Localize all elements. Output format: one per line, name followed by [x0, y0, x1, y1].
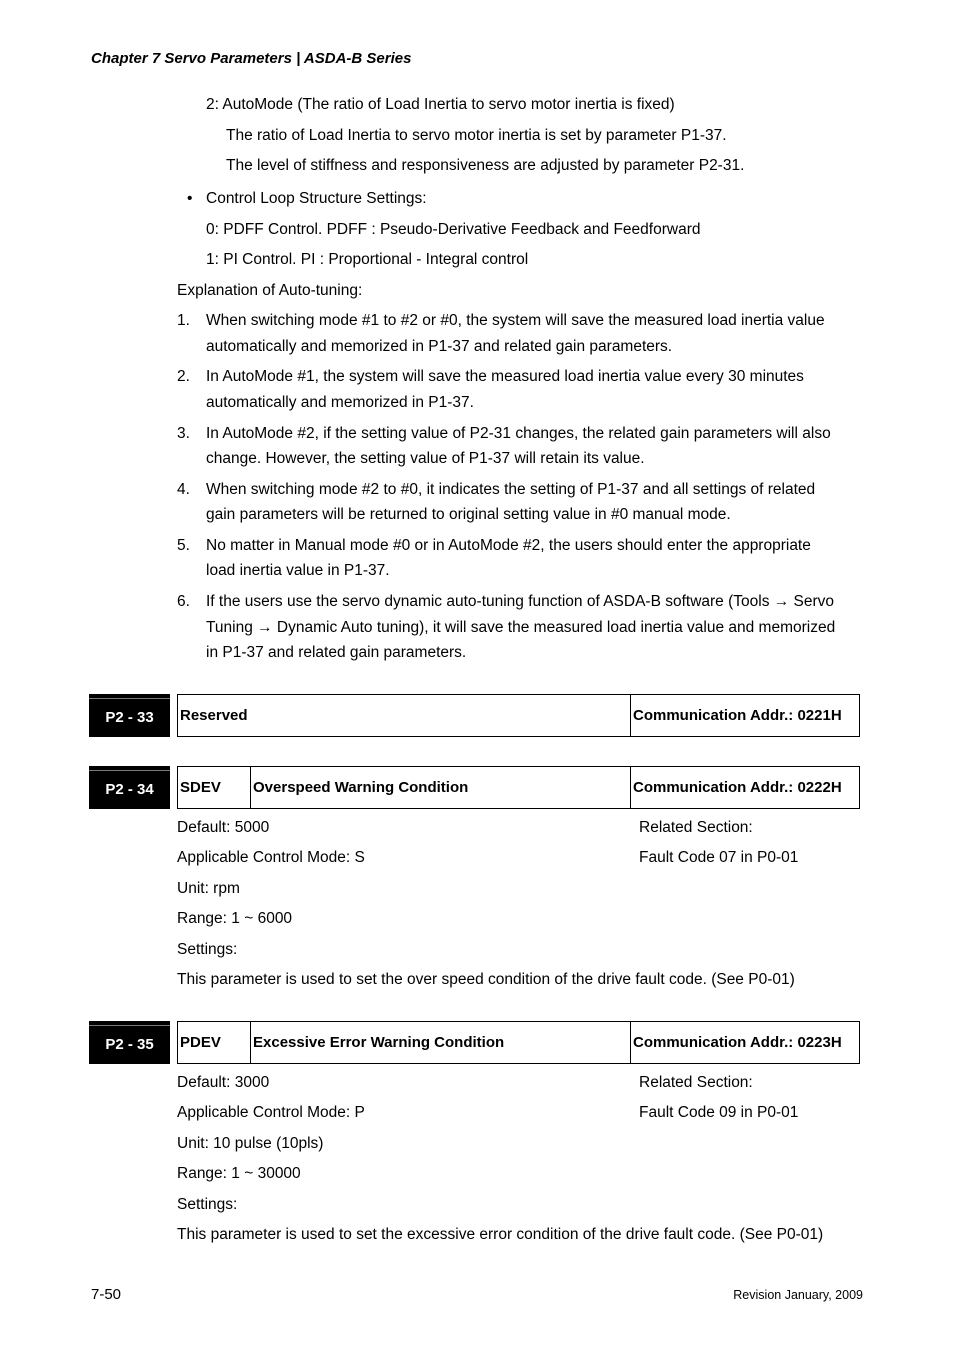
list-item-text: No matter in Manual mode #0 or in AutoMode #2, the users should enter the appropriate [206, 537, 811, 554]
param-unit: Unit: 10 pulse (10pls) [177, 1135, 324, 1152]
revision-date: Revision January, 2009 [733, 1288, 863, 1302]
param-abbr: PDEV [180, 1034, 221, 1051]
control-loop-option-1: 1: PI Control. PI : Proportional - Integral control [206, 251, 529, 268]
param-name: Excessive Error Warning Condition [250, 1022, 630, 1063]
control-loop-option-0: 0: PDFF Control. PDFF : Pseudo-Derivative Feedback and Feedforward [206, 221, 701, 238]
related-section-value: Fault Code 09 in P0-01 [639, 1104, 799, 1121]
param-header-p2-34 [177, 766, 860, 809]
param-range: Range: 1 ~ 6000 [177, 910, 293, 927]
explanation-title: Explanation of Auto-tuning: [177, 282, 363, 299]
param-abbr: SDEV [180, 779, 221, 796]
param-tag-p2-33: P2 - 33 [89, 694, 170, 737]
page-number: 7-50 [91, 1286, 122, 1303]
param-default: Default: 5000 [177, 819, 270, 836]
automode-line-1: 2: AutoMode (The ratio of Load Inertia to servo motor inertia is fixed) [206, 96, 675, 113]
param-description: This parameter is used to set the over speed condition of the drive fault code. (See P0-01) [177, 971, 795, 988]
list-item-text: When switching mode #2 to #0, it indicates the setting of P1-37 and all settings of related [206, 481, 816, 498]
comm-addr: Communication Addr.: 0223H [630, 1022, 859, 1063]
list-item-text: When switching mode #1 to #2 or #0, the system will save the measured load inertia value [206, 312, 825, 329]
param-control-mode: Applicable Control Mode: S [177, 849, 365, 866]
related-section-label: Related Section: [639, 819, 753, 836]
param-header-p2-35 [177, 1021, 860, 1064]
related-section-value: Fault Code 07 in P0-01 [639, 849, 799, 866]
list-item-number: 5. [177, 537, 190, 554]
param-description: This parameter is used to set the excessive error condition of the drive fault code. (See P0-01) [177, 1226, 824, 1243]
list-item-number: 2. [177, 368, 190, 385]
comm-addr: Communication Addr.: 0221H [630, 695, 859, 736]
list-item-number: 1. [177, 312, 190, 329]
bullet-icon: • [187, 190, 193, 207]
param-header-p2-33 [177, 694, 860, 737]
list-item-number: 4. [177, 481, 190, 498]
param-settings-label: Settings: [177, 1196, 238, 1213]
param-default: Default: 3000 [177, 1074, 270, 1091]
param-unit: Unit: rpm [177, 880, 240, 897]
list-item-text: change. However, the setting value of P1-37 will retain its value. [206, 450, 645, 467]
param-control-mode: Applicable Control Mode: P [177, 1104, 365, 1121]
list-item-text: If the users use the servo dynamic auto-tuning function of ASDA-B software (Tools → Servo [206, 593, 835, 610]
list-item-text: gain parameters will be returned to original setting value in #0 manual mode. [206, 506, 731, 523]
list-item-text: Tuning → Dynamic Auto tuning), it will save the measured load inertia value and memorized [206, 619, 836, 636]
automode-line-2: The ratio of Load Inertia to servo motor inertia is set by parameter P1-37. [226, 127, 727, 144]
automode-line-3: The level of stiffness and responsiveness are adjusted by parameter P2-31. [226, 157, 745, 174]
param-range: Range: 1 ~ 30000 [177, 1165, 301, 1182]
control-loop-title: Control Loop Structure Settings: [206, 190, 427, 207]
page-header: Chapter 7 Servo Parameters | ASDA-B Series [91, 50, 412, 67]
related-section-label: Related Section: [639, 1074, 753, 1091]
list-item-number: 6. [177, 593, 190, 610]
param-settings-label: Settings: [177, 941, 238, 958]
list-item-number: 3. [177, 425, 190, 442]
param-name: Overspeed Warning Condition [250, 767, 630, 808]
list-item-text: in P1-37 and related gain parameters. [206, 644, 467, 661]
list-item-text: In AutoMode #2, if the setting value of P2-31 changes, the related gain parameters will also [206, 425, 831, 442]
list-item-text: automatically and memorized in P1-37 and related gain parameters. [206, 338, 673, 355]
param-tag-p2-35: P2 - 35 [89, 1021, 170, 1064]
list-item-text: In AutoMode #1, the system will save the measured load inertia value every 30 minutes [206, 368, 804, 385]
comm-addr: Communication Addr.: 0222H [630, 767, 859, 808]
param-name: Reserved [180, 707, 248, 724]
list-item-text: automatically and memorized in P1-37. [206, 394, 474, 411]
list-item-text: load inertia value in P1-37. [206, 562, 390, 579]
param-tag-p2-34: P2 - 34 [89, 766, 170, 809]
